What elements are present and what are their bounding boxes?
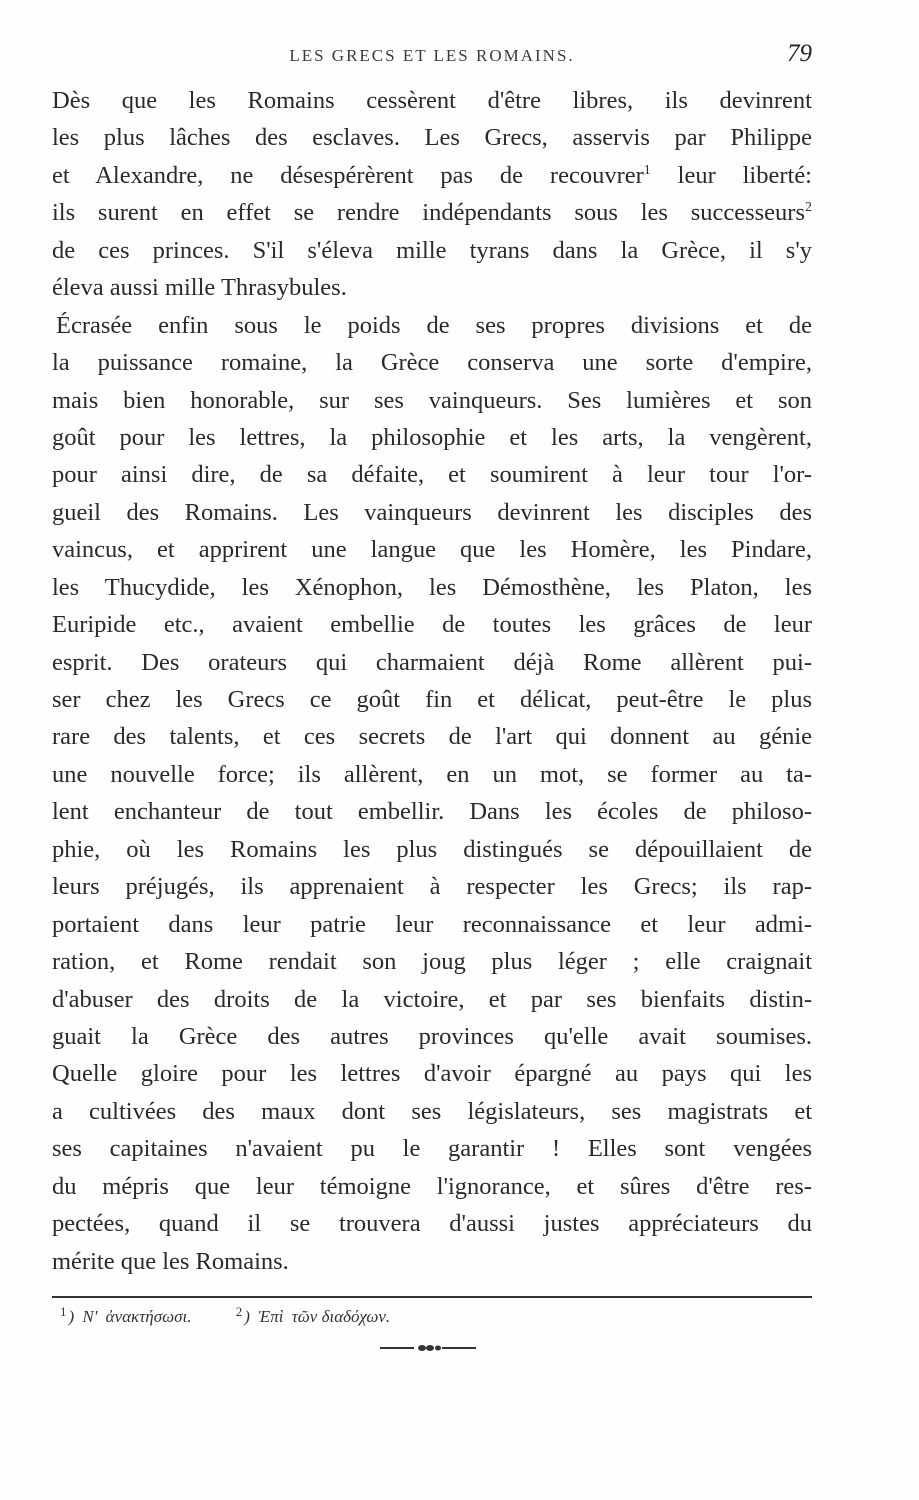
footnote-prefix: Ἐπὶ — [258, 1307, 284, 1326]
text-line: portaient dans leur patrie leur reconnaissance et leur admi- — [52, 910, 812, 938]
text-line: éleva aussi mille Thrasybules. — [52, 274, 347, 302]
text-line: vaincus, et apprirent une langue que les Homère, les Pindare, — [52, 536, 812, 564]
text-line: les plus lâches des esclaves. Les Grecs, asservis par Philippe — [52, 124, 812, 152]
text-line: esprit. Des orateurs qui charmaient déjà Rome allèrent pui- — [52, 648, 812, 676]
footnote-text: τῶν διαδόχων. — [291, 1307, 391, 1326]
page-number: 79 — [787, 40, 812, 67]
text-line: Écrasée enfin sous le poids de ses propres divisions et de — [56, 311, 812, 339]
text-line: du mépris que leur témoigne l'ignorance, et sûres d'être res- — [52, 1172, 812, 1200]
footnote-2 — [236, 1304, 390, 1327]
footnote-1 — [60, 1304, 191, 1327]
text-line: leurs préjugés, ils apprenaient à respecter les Grecs; ils rap- — [52, 873, 812, 901]
text-line: les Thucydide, les Xénophon, les Démosthène, les Platon, les — [52, 573, 812, 601]
footnote-mark: 2 — [235, 1304, 243, 1319]
text-line — [52, 194, 812, 231]
footnote-prefix: N' — [82, 1307, 98, 1326]
running-title: LES GRECS ET LES ROMAINS. — [289, 46, 575, 65]
text-line: Euripide etc., avaient embellie de toutes les grâces de leur — [52, 611, 812, 639]
text-line: guait la Grèce des autres provinces qu'elle avait soumises. — [52, 1022, 812, 1050]
text-line: de ces princes. S'il s'éleva mille tyrans dans la Grèce, il s'y — [52, 236, 812, 264]
footnote-text: ἀνακτήσωσι. — [105, 1307, 192, 1326]
text-line: pour ainsi dire, de sa défaite, et soumirent à leur tour l'or- — [52, 461, 812, 489]
text-line-part: leur liberté: — [650, 161, 812, 189]
text-line: mais bien honorable, sur ses vainqueurs. Ses lumières et son — [52, 386, 812, 414]
text-line-part: et Alexandre, ne désespérèrent pas de recouvrer — [52, 161, 644, 189]
text-line: une nouvelle force; ils allèrent, en un mot, se former au ta- — [52, 760, 812, 788]
footnote-rule — [52, 1296, 812, 1298]
text-line: a cultivées des maux dont ses législateurs, ses magistrats et — [52, 1097, 812, 1125]
text-line: ser chez les Grecs ce goût fin et délicat, peut-être le plus — [52, 686, 812, 713]
text-line: mérite que les Romains. — [52, 1247, 289, 1275]
text-line: la puissance romaine, la Grèce conserva une sorte d'empire, — [52, 349, 812, 377]
text-line: lent enchanteur de tout embellir. Dans les écoles de philoso- — [52, 798, 812, 826]
text-line: ses capitaines n'avaient pu le garantir ! Elles sont vengées — [52, 1135, 812, 1163]
text-line: Dès que les Romains cessèrent d'être libres, ils devinrent — [52, 87, 812, 114]
running-head — [52, 36, 812, 76]
footnote-reference: 2 — [805, 200, 812, 216]
footnotes — [60, 1304, 760, 1327]
text-line: ration, et Rome rendait son joug plus léger ; elle craignait — [52, 948, 812, 976]
fleuron-ornament — [380, 1340, 476, 1356]
text-line: pectées, quand il se trouvera d'aussi justes appréciateurs du — [52, 1210, 812, 1238]
text-line: phie, où les Romains les plus distingués se dépouillaient de — [52, 835, 812, 863]
text-line: Quelle gloire pour les lettres d'avoir épargné au pays qui les — [52, 1060, 812, 1088]
text-line — [52, 157, 812, 194]
text-line: d'abuser des droits de la victoire, et par ses bienfaits distin- — [52, 985, 812, 1013]
footnote-paren: ) — [68, 1307, 75, 1326]
footnote-paren: ) — [244, 1307, 250, 1326]
text-line-part: ils surent en effet se rendre indépendants sous les successeurs — [52, 199, 805, 227]
text-line: rare des talents, et ces secrets de l'art qui donnent au génie — [52, 723, 812, 751]
footnote-mark: 1 — [60, 1304, 67, 1319]
text-line: goût pour les lettres, la philosophie et les arts, la vengèrent, — [52, 423, 812, 451]
body-text — [52, 82, 812, 1280]
footnote-reference: 1 — [643, 162, 651, 178]
text-line: gueil des Romains. Les vainqueurs devinrent les disciples des — [52, 498, 812, 526]
